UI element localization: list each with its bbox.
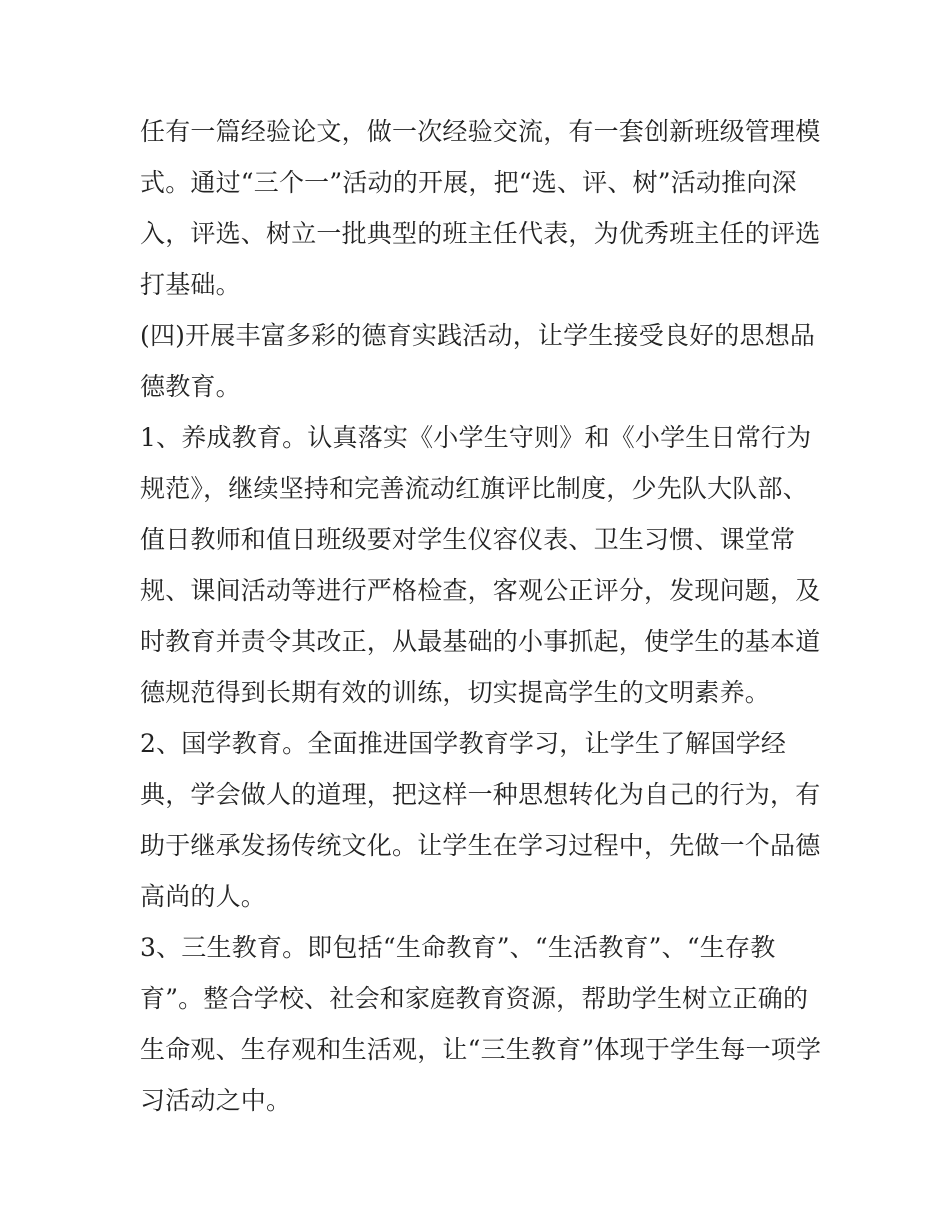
text-line: 规、课间活动等进行严格检查，客观公正评分，发现问题，及: [140, 576, 821, 605]
text-line: 打基础。: [140, 270, 241, 299]
text-line: 规范》，继续坚持和完善流动红旗评比制度，少先队大队部、: [140, 474, 808, 503]
text-line: 高尚的人。: [140, 882, 267, 911]
item-3-line: 3、三生教育。即包括“生命教育”、“生活教育”、“生存教: [140, 933, 776, 962]
text-line: 入，评选、树立一批典型的班主任代表，为优秀班主任的评选: [140, 219, 821, 248]
text-line: 时教育并责令其改正，从最基础的小事抓起，使学生的基本道: [140, 627, 821, 656]
item-2-line: 2、国学教育。全面推进国学教育学习，让学生了解国学经: [140, 729, 787, 758]
text-line: 育”。整合学校、社会和家庭教育资源，帮助学生树立正确的: [140, 984, 809, 1013]
text-line: 生命观、生存观和生活观，让“三生教育”体现于学生每一项学: [140, 1035, 822, 1064]
text-line: 德教育。: [140, 372, 241, 401]
text-line: 式。通过“三个一”活动的开展，把“选、评、树”活动推向深: [140, 168, 797, 197]
text-line: 习活动之中。: [140, 1086, 292, 1115]
text-line: 值日教师和值日班级要对学生仪容仪表、卫生习惯、课堂常: [140, 525, 796, 554]
text-line: 任有一篇经验论文，做一次经验交流，有一套创新班级管理模: [140, 117, 821, 146]
text-line: 助于继承发扬传统文化。让学生在学习过程中，先做一个品德: [140, 831, 821, 860]
text-line: 典，学会做人的道理，把这样一种思想转化为自己的行为，有: [140, 780, 821, 809]
document-body: [140, 106, 830, 1126]
item-1-line: 1、养成教育。认真落实《小学生守则》和《小学生日常行为: [140, 423, 812, 452]
section-heading: (四)开展丰富多彩的德育实践活动，让学生接受良好的思想品: [140, 321, 816, 350]
text-line: 德规范得到长期有效的训练，切实提高学生的文明素养。: [140, 678, 771, 707]
